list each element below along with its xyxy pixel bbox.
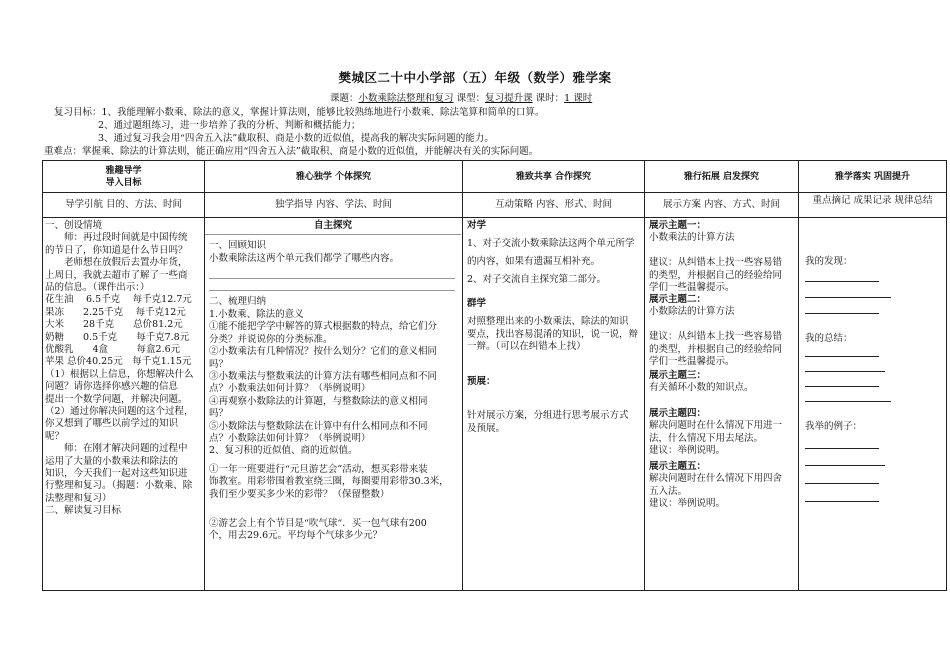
guide-line: 大米 28千克 总价81.2元 — [45, 319, 183, 331]
pair-study-title: 对学 — [467, 220, 487, 231]
summary-blank-1 — [805, 356, 879, 357]
header-col2: 雅心独学 个体探究 — [205, 161, 463, 193]
guide-line: 一、创设情境 — [45, 220, 103, 231]
display-topic-line: 解决问题时在什么情况下用进一 — [649, 420, 783, 432]
display-topic-line: 解决问题时在什么情况下用四舍 — [649, 473, 783, 485]
guide-line: 上周日，我就去超市了解了一些商 — [45, 269, 188, 281]
display-topic-line: 建议：从纠错本上找一些容易错 — [649, 331, 783, 343]
hours-label: 课时： — [535, 93, 565, 104]
learning-plan-table — [42, 160, 947, 591]
my-finding-label: 我的发现： — [805, 256, 853, 267]
display-topic-line: 建议：举例说明。 — [649, 498, 726, 510]
sort-line: 2、复习积的近似值、商的近似值。 — [209, 445, 358, 457]
review-question: 小数乘除法这两个单元我们都学了哪些内容。 — [209, 253, 400, 264]
display-topic-line: 有关循环小数的知识点。 — [649, 382, 754, 394]
display-topic-title: 展示主题四： — [649, 408, 707, 419]
sort-line: 吗？ — [209, 408, 229, 420]
share-column — [463, 218, 645, 591]
display-topic-title: 展示主题三： — [649, 370, 707, 381]
display-topic-line: 小数乘法的计算方法 — [649, 232, 735, 244]
display-topic-line: 法，什么情况下用去尾法。 — [649, 432, 764, 444]
guide-line: 运用了大量的小数乘法和除法的 — [45, 455, 179, 467]
preview-line: 针对展示方案，分组进行思考展示方式 — [467, 410, 629, 421]
topic-label: 课题： — [330, 93, 359, 104]
finding-blank-2 — [805, 297, 891, 298]
example-blank-1 — [805, 448, 879, 449]
guide-line: 奶糖 0.5千克 每千克7.8元 — [45, 331, 190, 343]
guide-line: 二、解读复习目标 — [45, 505, 122, 517]
sort-line: ⑤小数除法与整数除法在计算中有什么相同点和不同 — [209, 420, 428, 432]
display-column-content — [645, 218, 798, 590]
display-topic-title: 展示主题二： — [649, 294, 707, 305]
sort-line: ③小数乘法与整数乘法的计算方法有哪些相同点和不同 — [209, 371, 438, 382]
answer-line-1 — [209, 278, 455, 279]
sort-line: 点？小数除法如何计算？（举例说明） — [209, 433, 371, 444]
header-col1-line2: 导入目标 — [105, 177, 142, 188]
sort-line: 点？小数乘法如何计算？（举例说明） — [209, 383, 371, 395]
display-topic-line: 学们一些温馨提示。 — [649, 282, 735, 293]
sort-line: ②小数乘法有几种情况？按什么划分？它们的意义相同 — [209, 346, 438, 358]
header-col3: 雅致共享 合作探究 — [463, 161, 645, 193]
guide-line: 品的信息。（课件出示：） — [45, 282, 150, 293]
example-blank-3 — [805, 483, 879, 484]
self-study-heading: 自主探究 — [313, 220, 352, 231]
guide-line: 行整理和复习。（揭题：小数乘、除 — [45, 480, 193, 492]
subheader-col1: 导学引航 目的、方法、时间 — [43, 193, 205, 218]
my-example-label: 我举的例子： — [805, 421, 863, 432]
header-col4: 雅行拓展 启发探究 — [645, 161, 799, 193]
group-study-line: 要点，找出容易混淆的知识，说一说，辩 — [467, 328, 639, 340]
share-column-content — [463, 218, 644, 590]
group-study-title: 群学 — [467, 298, 487, 309]
review-title: 一、回顾知识 — [209, 240, 267, 251]
preview-title: 预展： — [467, 376, 496, 387]
display-topic-line: 五入法。 — [649, 485, 688, 497]
example-blank-4 — [805, 501, 879, 502]
type-value: 复习提升课 — [485, 93, 533, 104]
display-topic-title: 展示主题一： — [649, 220, 707, 231]
subheader-col4: 展示方案 内容、方式、时间 — [645, 193, 799, 218]
goal-line-2: 2、通过题组练习，进一步培养了我的分析、判断和概括能力； — [98, 120, 361, 131]
display-topic-line: 建议：从纠错本上找一些容易错 — [649, 257, 783, 269]
sort-line: 吗？ — [209, 358, 229, 370]
sort-line: ④再观察小数除法的计算题，与整数除法的意义相同 — [209, 395, 428, 407]
heading-divider — [205, 234, 461, 235]
pair-study-line: 1、对子交流小数乘除法这两个单元所学 — [467, 238, 635, 249]
display-topic-title: 展示主题五： — [649, 461, 707, 472]
subheader-col5: 重点摘记 成果记录 规律总结 — [799, 193, 947, 218]
my-summary-label: 我的总结： — [805, 333, 853, 344]
guide-line: 优酸乳 4盒 每盒2.6元 — [45, 344, 181, 355]
guide-line: 的节日了，你知道是什么节日吗？ — [45, 244, 188, 256]
pair-study-line: 的内容，如果有遗漏互相补充。 — [467, 256, 601, 267]
guide-line: 知识，今天我们一起对这些知识进 — [45, 468, 188, 479]
display-topic-line: 建议：举例说明。 — [649, 445, 726, 457]
display-topic-line: 的类型，并根据自己的经验给同 — [649, 343, 783, 355]
document-title: 樊城区二十中小学部（五）年级（数学）雅学案 — [338, 70, 612, 85]
key-points: 重难点：掌握乘、除法的计算法则，能正确应用“四舍五入法”截取积、商是小数的近似值，并能解决有关的实际问题。 — [44, 146, 539, 157]
finding-blank-1 — [805, 281, 879, 282]
sort-title: 二、梳理归纳 — [209, 296, 267, 307]
example-blank-2 — [805, 465, 885, 466]
display-topic-line: 的类型，并根据自己的经验给同 — [649, 269, 783, 281]
display-topic-line: 小数除法的计算方法 — [649, 306, 735, 318]
guide-line: 师：再过段时间就是中国传统 — [45, 232, 188, 244]
problem-2-line: 个，用去29.6元。平均每个气球多少元？ — [209, 530, 383, 542]
consolidate-column-content — [799, 218, 946, 590]
guide-line: （1）根据以上信息，你想解决什么 — [45, 368, 194, 380]
problem-1-line: ①一年一班要进行“元旦游艺会”活动，想买彩带来装 — [209, 464, 428, 475]
group-study-line: 对照整理出来的小数乘法、除法的知识 — [467, 316, 629, 327]
preview-line: 及预展。 — [467, 422, 506, 434]
problem-2-line: ②游艺会上有个节目是“吹气球“．买一包气球有200 — [209, 518, 427, 529]
summary-blank-2 — [805, 371, 885, 372]
problem-1-line: 我们至少要买多少米的彩带？（保留整数） — [209, 488, 390, 500]
display-topic-line: 学们一些温馨提示。 — [649, 356, 735, 367]
header-col5: 雅学落实 巩固提升 — [799, 161, 947, 193]
guide-line: 师：在刚才解决问题的过程中 — [45, 443, 188, 455]
group-study-line: 一辩。（可以在纠错本上找） — [467, 341, 586, 352]
guide-line: 果冻 2.25千克 每千克12元 — [45, 306, 186, 318]
subheader-col3: 互动策略 内容、形式、时间 — [463, 193, 645, 218]
guide-line: 花生油 6.5千克 每千克12.7元 — [45, 294, 192, 306]
guide-column-content — [43, 218, 204, 590]
type-label: 课型： — [456, 93, 486, 104]
guide-line: 法整理和复习） — [45, 492, 112, 504]
summary-blank-4 — [805, 401, 891, 402]
subheader-col2: 独学指导 内容、学法、时间 — [205, 193, 463, 218]
answer-line-2 — [209, 290, 455, 291]
self-study-content — [205, 218, 462, 590]
sort-line: ①能不能把学学中解答的算式根据数的特点，给它们分 — [209, 321, 438, 333]
guide-line: 苹果 总价40.25元 每千克1.15元 — [45, 356, 192, 368]
guide-line: 提出一个数学问题，并解决问题。 — [45, 393, 188, 405]
consolidate-column — [799, 218, 947, 591]
display-column — [645, 218, 799, 591]
goal-line-1: 复习目标：1、我能理解小数乘、除法的意义，掌握计算法则，能够比较熟练地进行小数乘、除法笔算和简单的口算。 — [54, 107, 545, 118]
course-info — [330, 90, 592, 104]
guide-line: 问题？请你选择你感兴趣的信息 — [45, 381, 179, 393]
sort-line: 分类？并说说你的分类标准。 — [209, 333, 333, 345]
header-col1 — [43, 161, 205, 193]
finding-blank-3 — [805, 313, 879, 314]
guide-line: 老师想在放假后去置办年货， — [45, 257, 188, 269]
header-col1-line1: 雅趣导学 — [105, 165, 142, 176]
pair-study-line: 2、对子交流自主探究第二部分。 — [467, 274, 607, 285]
guide-line: （2）通过你解决问题的这个过程， — [45, 406, 194, 417]
goal-line-3: 3、通过复习我会用“四舍五入法”截取积、商是小数的近似值，提高我的解决实际问题的能力。 — [98, 133, 494, 144]
sort-line: 1.小数乘、除法的意义 — [209, 309, 304, 320]
guide-column — [43, 218, 205, 591]
topic-value: 小数乘除法整理和复习 — [358, 93, 454, 104]
guide-line: 你又想到了哪些以前学过的知识 — [45, 418, 179, 430]
hours-value: 1 课时 — [564, 93, 593, 104]
self-study-column — [205, 218, 463, 591]
summary-blank-3 — [805, 386, 879, 387]
guide-line: 呢？ — [45, 430, 65, 442]
problem-1-line: 饰教室。用彩带围着教室绕三圈，每圈要用彩带30.3米， — [209, 476, 449, 488]
